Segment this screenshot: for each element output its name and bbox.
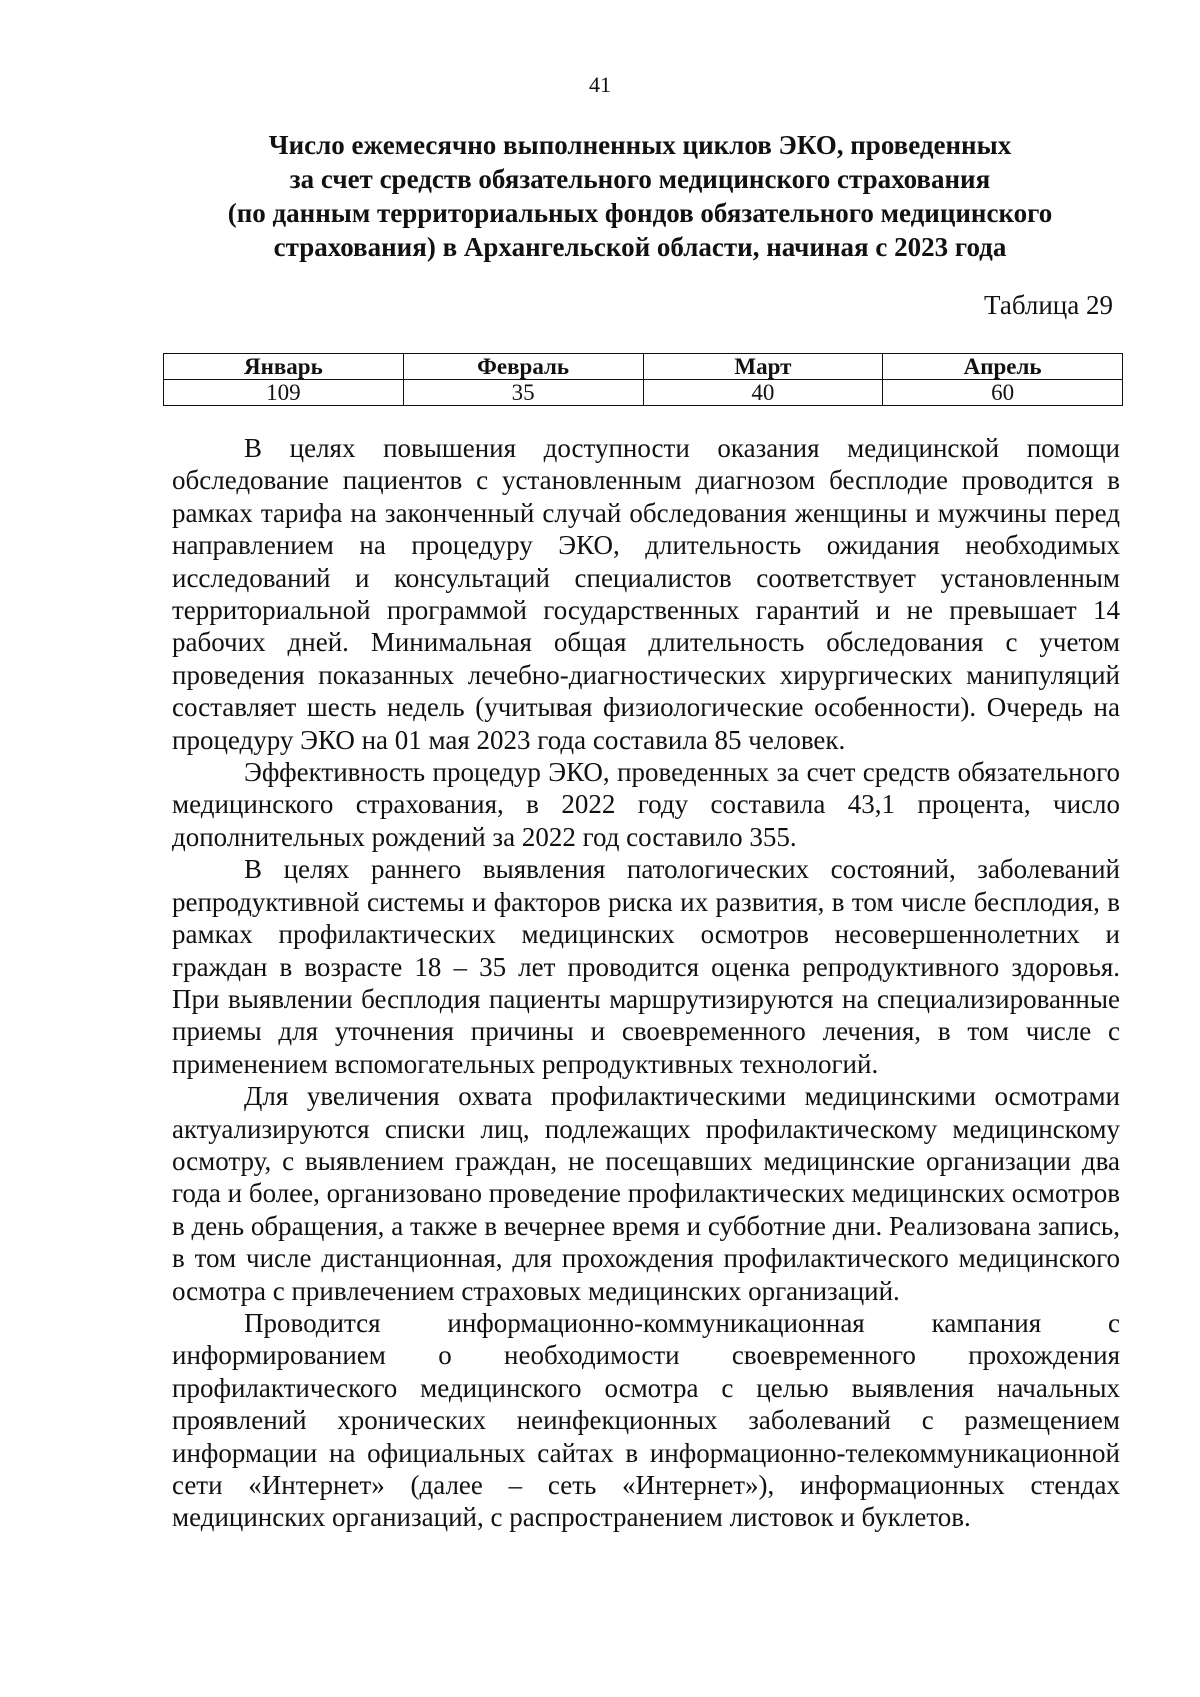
paragraph: Эффективность процедур ЭКО, проведенных за счет средств обязательного медицинского страхования, в 2022 году составила 43,1 процента, число дополнительных рождений за 2022 год составило 355.	[172, 757, 1120, 852]
table-label: Таблица 29	[984, 290, 1113, 320]
title-line: за счет средств обязательного медицинского страхования	[289, 164, 991, 194]
table-header-row	[164, 354, 1123, 380]
paragraph: В целях повышения доступности оказания медицинской помощи обследование пациентов с установленным диагнозом бесплодие проводится в рамках тарифа на законченный случай обследования женщины и мужчины перед направлением на процедуру ЭКО, длительность ожидания необходимых исследований и консультаций специалистов соответствует установленным территориальной программой государственных гарантий и не превышает 14 рабочих дней. Минимальная общая длительность обследования с учетом проведения показанных лечебно-диагностических хирургических манипуляций составляет шесть недель (учитывая физиологические особенности). Очередь на процедуру ЭКО на 01 мая 2023 года составила 85 человек.	[172, 433, 1120, 755]
table-cell: 109	[164, 380, 404, 406]
title-line: страхования) в Архангельской области, начиная с 2023 года	[273, 232, 1007, 262]
body-text	[172, 432, 1120, 1534]
table-header-cell: Март	[643, 354, 883, 380]
title-line: Число ежемесячно выполненных циклов ЭКО, проведенных	[268, 130, 1012, 160]
paragraph: Проводится информационно-коммуникационная кампания с информированием о необходимости своевременного прохождения профилактического медицинского осмотра с целью выявления начальных проявлений хронических неинфекционных заболеваний с размещением информации на официальных сайтах в информационно-телекоммуникационной сети «Интернет» (далее – сеть «Интернет»), информационных стендах медицинских организаций, с распространением листовок и буклетов.	[172, 1307, 1120, 1533]
page-number: 41	[589, 72, 611, 97]
table-header-cell: Февраль	[403, 354, 643, 380]
table-header-cell: Апрель	[883, 354, 1123, 380]
ivf-cycles-table	[163, 353, 1123, 406]
table-header-cell: Январь	[164, 354, 404, 380]
table-row	[164, 380, 1123, 406]
table-cell: 60	[883, 380, 1123, 406]
table-cell: 35	[403, 380, 643, 406]
paragraph: В целях раннего выявления патологических состояний, заболеваний репродуктивной системы и факторов риска их развития, в том числе бесплодия, в рамках профилактических медицинских осмотров несовершеннолетних и граждан в возрасте 18 – 35 лет проводится оценка репродуктивного здоровья. При выявлении бесплодия пациенты маршрутизируются на специализированные приемы для уточнения причины и своевременного лечения, в том числе с применением вспомогательных репродуктивных технологий.	[172, 854, 1120, 1079]
table-cell: 40	[643, 380, 883, 406]
paragraph: Для увеличения охвата профилактическими медицинскими осмотрами актуализируются списки лиц, подлежащих профилактическому медицинскому осмотру, с выявлением граждан, не посещавших медицинские организации два года и более, организовано проведение профилактических медицинских осмотров в день обращения, а также в вечернее время и субботние дни. Реализована запись, в том числе дистанционная, для прохождения профилактического медицинского осмотра с привлечением страховых медицинских организаций.	[172, 1081, 1120, 1306]
title-line: (по данным территориальных фондов обязательного медицинского	[227, 198, 1053, 228]
document-title	[160, 128, 1120, 264]
